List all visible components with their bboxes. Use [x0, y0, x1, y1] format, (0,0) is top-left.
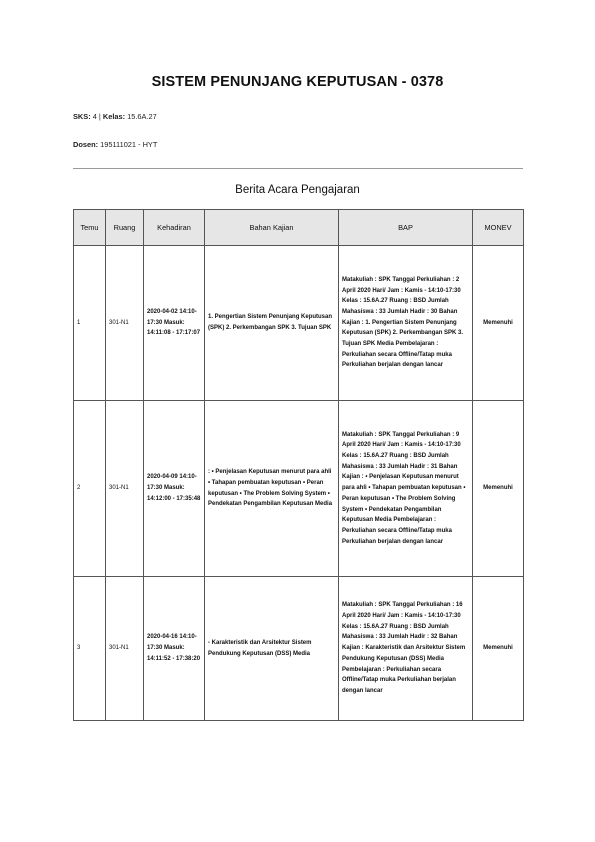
cell-monev: Memenuhi	[473, 577, 524, 721]
cell-kehadiran: 2020-04-16 14:10-17:30 Masuk: 14:11:52 - 17:38:20	[144, 577, 205, 721]
course-meta	[73, 112, 157, 121]
table-header-row	[74, 210, 524, 246]
divider	[73, 168, 523, 169]
cell-bap: Matakuliah : SPK Tanggal Perkuliahan : 16 April 2020 Hari/ Jam : Kamis - 14:10-17:30 Kelas : 15.6A.27 Ruang : BSD Jumlah Mahasiswa : 33 Jumlah Hadir : 32 Bahan Kajian : Karakteristik dan Arsitektur Sistem Pendukung Keputusan (DSS) Media Pembelajaran : Perkuliahan secara Offline/Tatap muka Perkuliahan berjalan dengan lancar	[339, 577, 473, 721]
sks-value: 4	[92, 112, 97, 121]
cell-temu: 2	[74, 401, 106, 577]
kelas-value: 15.6A.27	[127, 112, 157, 121]
cell-ruang: 301-N1	[106, 401, 144, 577]
cell-bahan-kajian: : • Penjelasan Keputusan menurut para ahli • Tahapan pembuatan keputusan • Peran keputusan • The Problem Solving System • Pendekatan Pengambilan Keputusan Media	[205, 401, 339, 577]
table-row	[74, 577, 524, 721]
page-title: SISTEM PENUNJANG KEPUTUSAN - 0378	[151, 74, 444, 90]
meta-separator: |	[98, 112, 101, 121]
sks-label: SKS:	[73, 112, 91, 121]
cell-ruang: 301-N1	[106, 246, 144, 401]
cell-kehadiran: 2020-04-09 14:10-17:30 Masuk: 14:12:00 - 17:35:48	[144, 401, 205, 577]
cell-bahan-kajian: - Karakteristik dan Arsitektur Sistem Pendukung Keputusan (DSS) Media	[205, 577, 339, 721]
column-header-temu: Temu	[74, 210, 106, 246]
column-header-kehadiran: Kehadiran	[144, 210, 205, 246]
cell-bap: Matakuliah : SPK Tanggal Perkuliahan : 9 April 2020 Hari/ Jam : Kamis - 14:10-17:30 Kelas : 15.6A.27 Ruang : BSD Jumlah Mahasiswa : 33 Jumlah Hadir : 31 Bahan Kajian : • Penjelasan Keputusan menurut para ahli • Tahapan pembuatan keputusan • Peran keputusan • The Problem Solving System • Pendekatan Pengambilan Keputusan Media Pembelajaran : Perkuliahan secara Offline/Tatap muka Perkuliahan berjalan dengan lancar	[339, 401, 473, 577]
cell-ruang: 301-N1	[106, 577, 144, 721]
dosen-label: Dosen:	[73, 140, 99, 149]
section-title: Berita Acara Pengajaran	[235, 184, 360, 196]
column-header-bahan-kajian: Bahan Kajian	[205, 210, 339, 246]
column-header-monev: MONEV	[473, 210, 524, 246]
table-row	[74, 401, 524, 577]
cell-bahan-kajian: 1. Pengertian Sistem Penunjang Keputusan (SPK) 2. Perkembangan SPK 3. Tujuan SPK	[205, 246, 339, 401]
cell-temu: 3	[74, 577, 106, 721]
cell-bap: Matakuliah : SPK Tanggal Perkuliahan : 2 April 2020 Hari/ Jam : Kamis - 14:10-17:30 Kelas : 15.6A.27 Ruang : BSD Jumlah Mahasiswa : 33 Jumlah Hadir : 30 Bahan Kajian : 1. Pengertian Sistem Penunjang Keputusan (SPK) 2. Perkembangan SPK 3. Tujuan SPK Media Pembelajaran : Perkuliahan secara Offline/Tatap muka Perkuliahan berjalan dengan lancar	[339, 246, 473, 401]
bap-table	[73, 209, 524, 721]
cell-monev: Memenuhi	[473, 401, 524, 577]
kelas-label: Kelas:	[102, 112, 126, 121]
table-row	[74, 246, 524, 401]
cell-temu: 1	[74, 246, 106, 401]
lecturer-meta	[73, 140, 157, 149]
column-header-bap: BAP	[339, 210, 473, 246]
cell-monev: Memenuhi	[473, 246, 524, 401]
column-header-ruang: Ruang	[106, 210, 144, 246]
dosen-value: 195111021 - HYT	[100, 140, 158, 149]
cell-kehadiran: 2020-04-02 14:10-17:30 Masuk: 14:11:08 - 17:17:07	[144, 246, 205, 401]
